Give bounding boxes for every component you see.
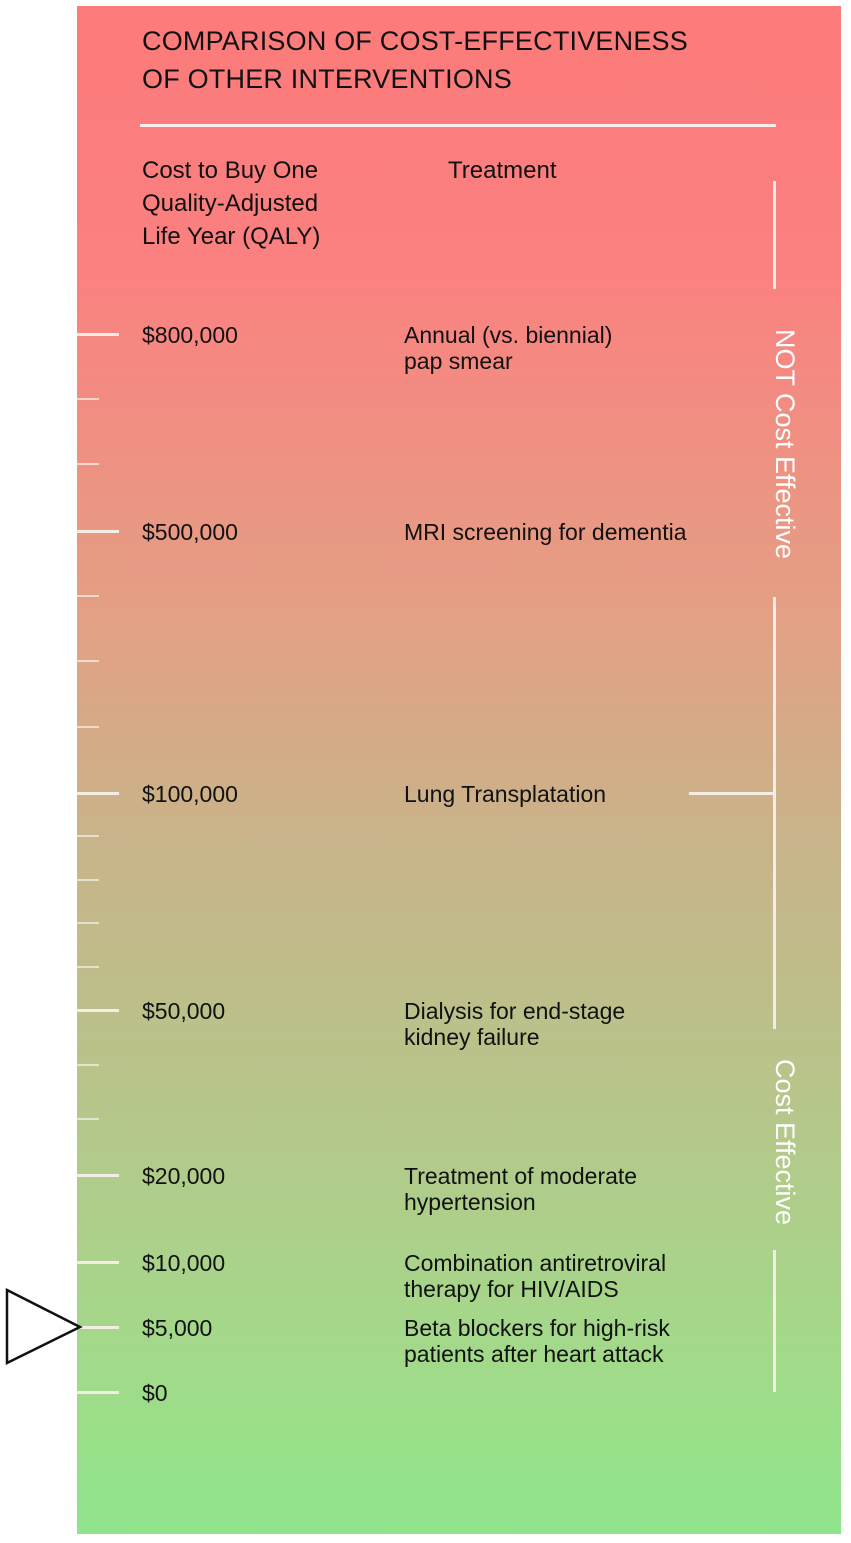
- cost-effective-label: Cost Effective: [770, 1058, 800, 1226]
- minor-tick: [77, 595, 99, 597]
- pointer-triangle-icon: [4, 1287, 84, 1367]
- major-tick: [77, 1009, 119, 1012]
- treatment-line: Annual (vs. biennial): [404, 322, 613, 348]
- cost-column-header: [142, 154, 320, 253]
- major-tick: [77, 1174, 119, 1177]
- cost-value: $0: [142, 1380, 168, 1406]
- cost-header-line-3: Life Year (QALY): [142, 223, 321, 250]
- title-divider: [140, 124, 776, 127]
- major-tick: [77, 333, 119, 336]
- treatment-line: Beta blockers for high-risk: [404, 1315, 670, 1341]
- minor-tick: [77, 1118, 99, 1120]
- treatment-line: pap smear: [404, 348, 513, 374]
- page-title: [142, 22, 802, 98]
- treatment-line: Dialysis for end-stage: [404, 998, 626, 1024]
- treatment-label: [404, 322, 764, 374]
- minor-tick: [77, 660, 99, 662]
- minor-tick: [77, 966, 99, 968]
- minor-tick: [77, 835, 99, 837]
- treatment-line: therapy for HIV/AIDS: [404, 1276, 619, 1302]
- treatment-label: [404, 1250, 764, 1302]
- treatment-label: [404, 1163, 764, 1215]
- treatment-line: hypertension: [404, 1189, 536, 1215]
- title-line-2: OF OTHER INTERVENTIONS: [142, 64, 512, 94]
- minor-tick: [77, 726, 99, 728]
- cost-value: $800,000: [142, 322, 238, 348]
- minor-tick: [77, 879, 99, 881]
- bracket-line-top: [773, 181, 776, 289]
- treatment-line: Treatment of moderate: [404, 1163, 638, 1189]
- minor-tick: [77, 1064, 99, 1066]
- treatment-line: Combination antiretroviral: [404, 1250, 667, 1276]
- cost-value: $10,000: [142, 1250, 226, 1276]
- treatment-label: [404, 781, 606, 807]
- cost-value: $500,000: [142, 519, 238, 545]
- threshold-connector: [689, 792, 776, 795]
- treatment-label: [404, 519, 764, 545]
- cost-header-line-1: Cost to Buy One: [142, 157, 319, 184]
- cost-value: $100,000: [142, 781, 238, 807]
- treatment-label: [404, 1315, 764, 1367]
- treatment-line: Lung Transplatation: [404, 781, 607, 807]
- major-tick: [77, 530, 119, 533]
- minor-tick: [77, 922, 99, 924]
- minor-tick: [77, 398, 99, 400]
- cost-header-line-2: Quality-Adjusted: [142, 190, 319, 217]
- title-line-1: COMPARISON OF COST-EFFECTIVENESS: [142, 26, 688, 56]
- bracket-line-middle: [773, 597, 776, 1029]
- cost-value: $50,000: [142, 998, 226, 1024]
- treatment-line: MRI screening for dementia: [404, 519, 687, 545]
- major-tick: [77, 1391, 119, 1394]
- major-tick: [77, 792, 119, 795]
- treatment-column-header: Treatment: [448, 157, 557, 184]
- treatment-label: [404, 998, 764, 1050]
- treatment-line: patients after heart attack: [404, 1341, 664, 1367]
- major-tick: [77, 1261, 119, 1264]
- cost-value: $5,000: [142, 1315, 213, 1341]
- bracket-line-bottom: [773, 1250, 776, 1392]
- cost-value: $20,000: [142, 1163, 226, 1189]
- minor-tick: [77, 463, 99, 465]
- not-cost-effective-label: NOT Cost Effective: [770, 328, 800, 560]
- treatment-line: kidney failure: [404, 1024, 540, 1050]
